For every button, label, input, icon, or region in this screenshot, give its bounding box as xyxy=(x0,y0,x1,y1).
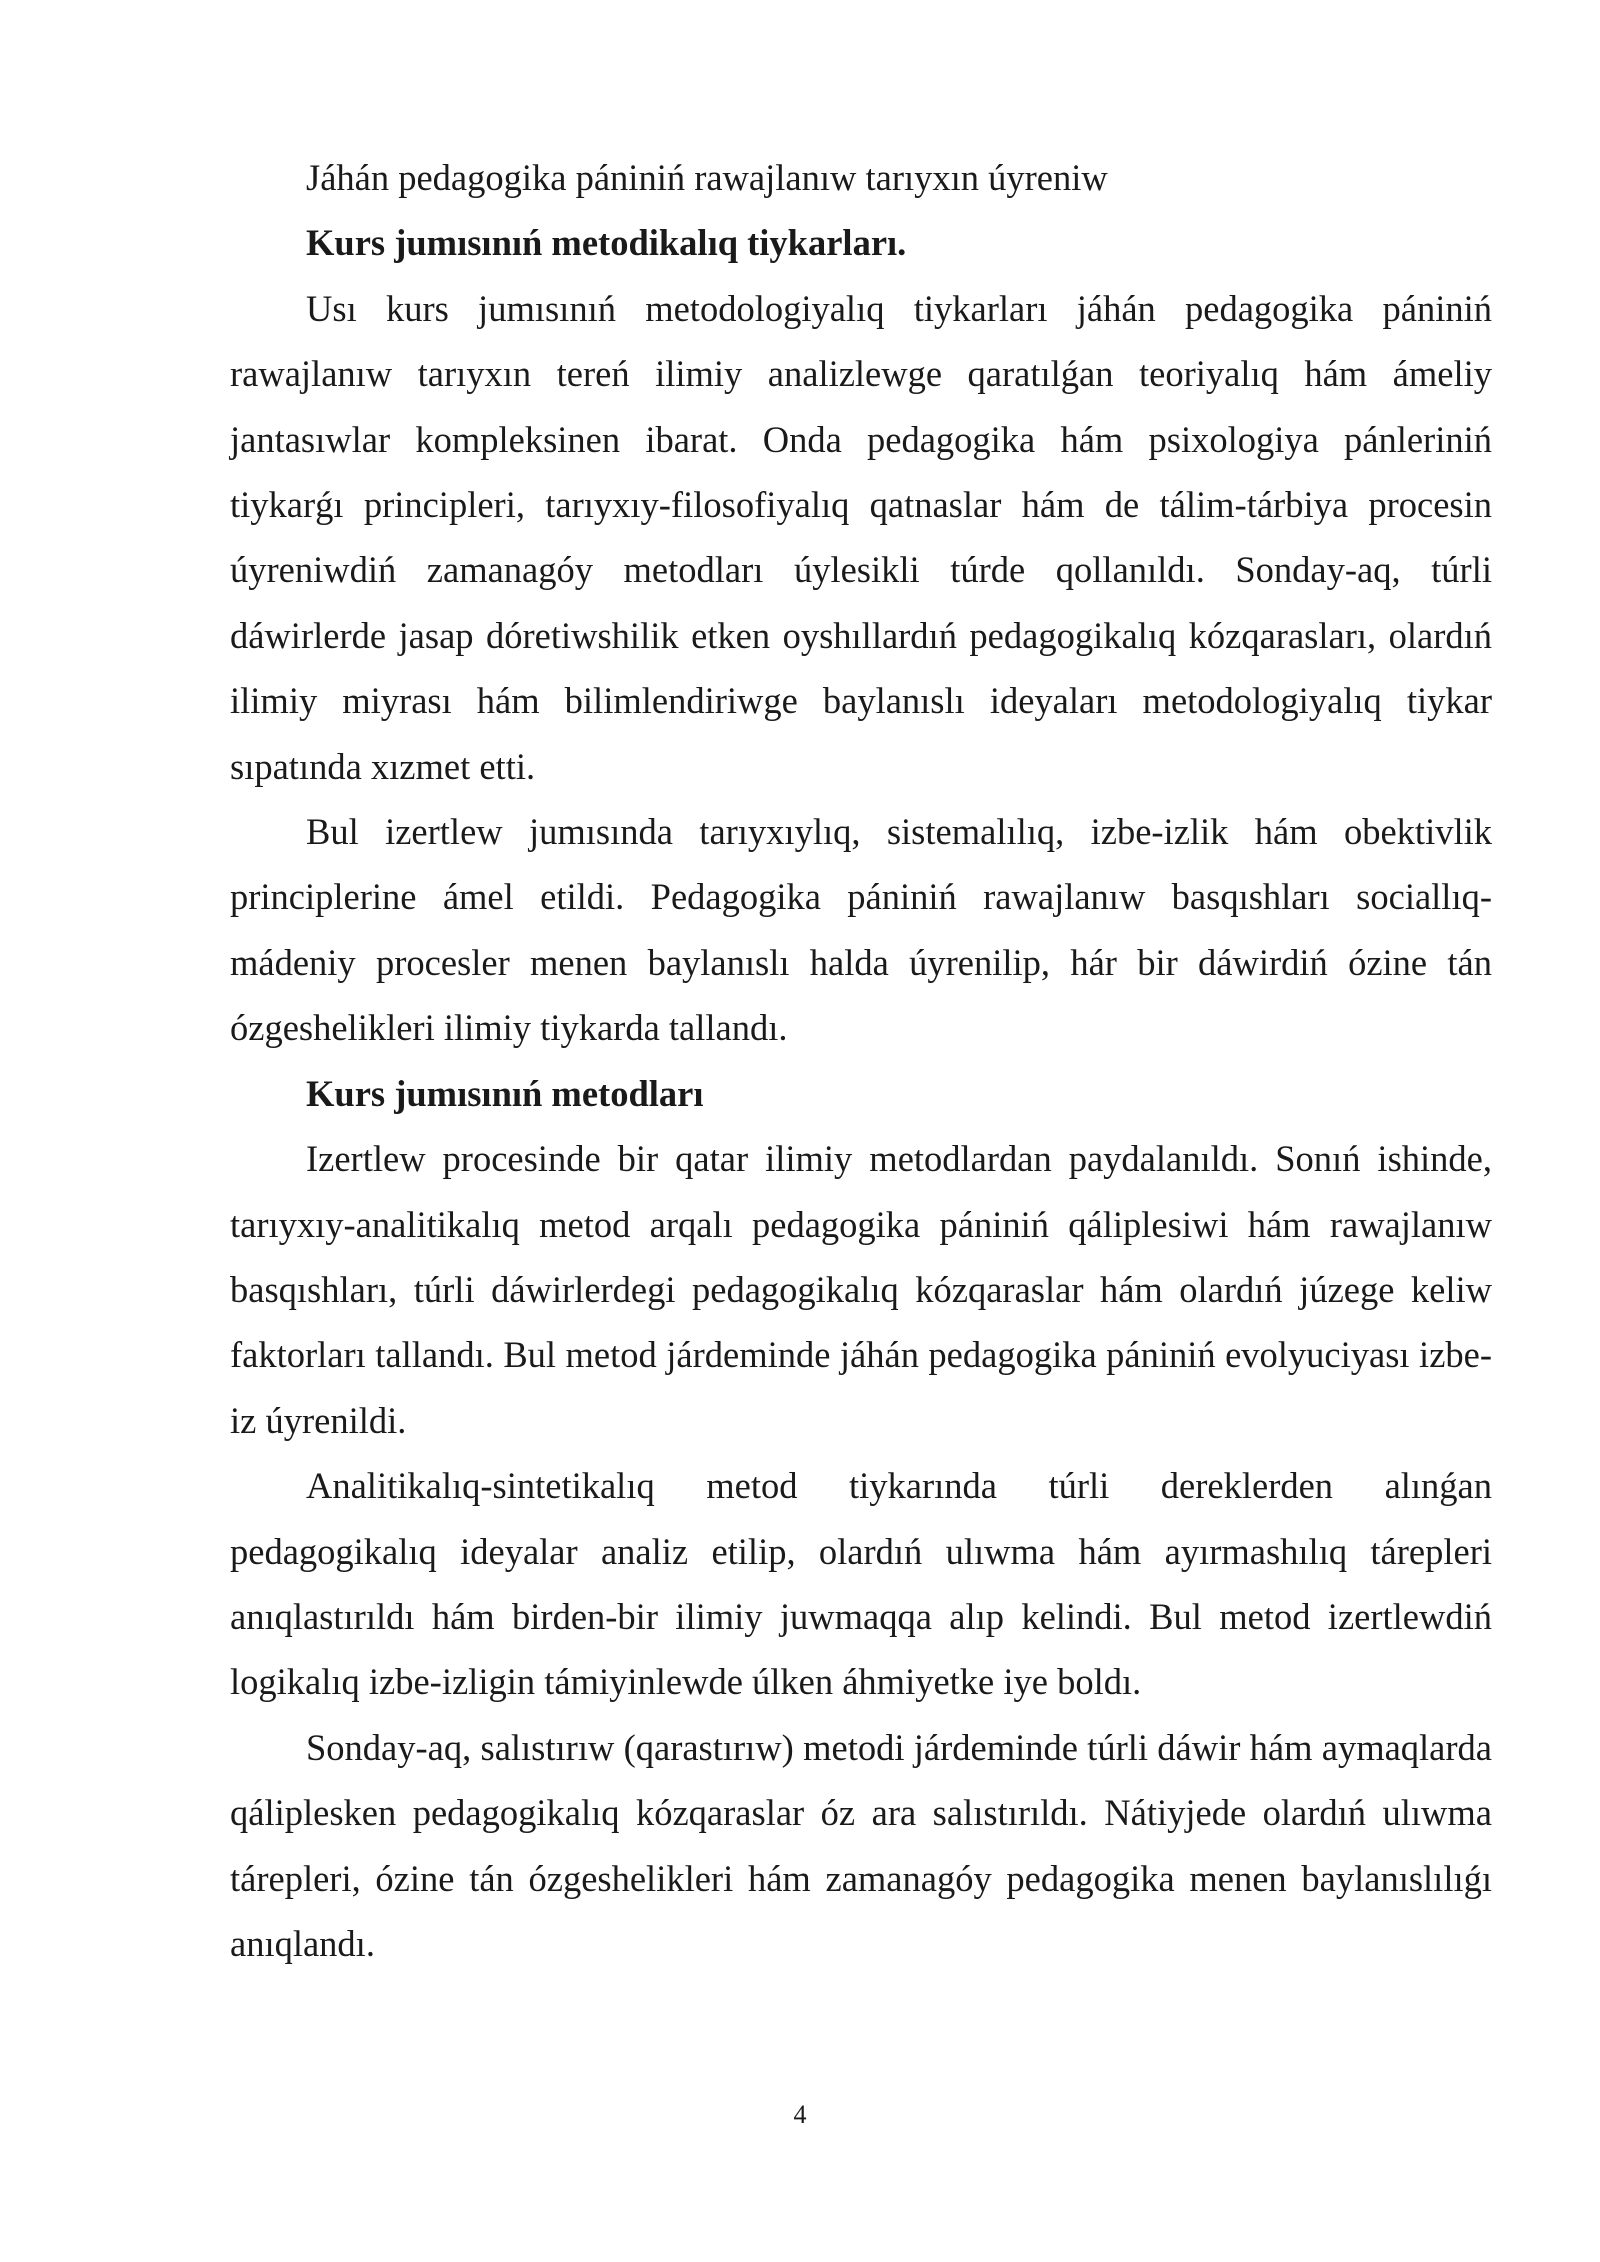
paragraph: Bul izertlew jumısında tarıyxıylıq, sistemalılıq, izbe-izlik hám obektivlik principlerine ámel etildi. Pedagogika pániniń rawajlanıw basqıshları sociallıq-mádeniy procesler menen baylanıslı halda úyrenilip, hár bir dáwirdiń ózine tán ózgeshelikleri ilimiy tiykarda tallandı. xyxy=(230,811,1492,1049)
section-heading-foundations: Kurs jumısınıń metodikalıq tiykarları. xyxy=(306,222,907,264)
section-heading-methods: Kurs jumısınıń metodları xyxy=(306,1072,704,1114)
paragraph: Sonday-aq, salıstırıw (qarastırıw) metodi járdeminde túrli dáwir hám aymaqlarda qáliplesken pedagogikalıq kózqaraslar óz ara salıstırıldı. Nátiyjede olardıń ulıwma tárepleri, ózine tán ózgeshelikleri hám zamanagóy pedagogika menen baylanıslılıǵı anıqlandı. xyxy=(230,1726,1492,1964)
document-page xyxy=(230,145,1492,1976)
page-number: 4 xyxy=(793,2100,807,2129)
topic-line: Jáhán pedagogika pániniń rawajlanıw tarıyxın úyreniw xyxy=(306,157,1108,198)
paragraph: Analitikalıq-sintetikalıq metod tiykarında túrli dereklerden alınǵan pedagogikalıq ideyalar analiz etilip, olardıń ulıwma hám ayırmashılıq tárepleri anıqlastırıldı hám birden-bir ilimiy juwmaqqa alıp kelindi. Bul metod izertlewdiń logikalıq izbe-izligin támiyinlewde úlken áhmiyetke iye boldı. xyxy=(230,1465,1492,1703)
paragraph: Izertlew procesinde bir qatar ilimiy metodlardan paydalanıldı. Sonıń ishinde, tarıyxıy-analitikalıq metod arqalı pedagogika pániniń qáliplesiwi hám rawajlanıw basqıshları, túrli dáwirlerdegi pedagogikalıq kózqaraslar hám olardıń júzege keliw faktorları tallandı. Bul metod járdeminde jáhán pedagogika pániniń evolyuciyası izbe-iz úyrenildi. xyxy=(230,1138,1492,1441)
paragraph: Usı kurs jumısınıń metodologiyalıq tiykarları jáhán pedagogika pániniń rawajlanıw tarıyxın tereń ilimiy analizlewge qaratılǵan teoriyalıq hám ámeliy jantasıwlar kompleksinen ibarat. Onda pedagogika hám psixologiya pánleriniń tiykarǵı principleri, tarıyxıy-filosofiyalıq qatnaslar hám de tálim-tárbiya procesin úyreniwdiń zamanagóy metodları úylesikli túrde qollanıldı. Sonday-aq, túrli dáwirlerde jasap dóretiwshilik etken oyshıllardıń pedagogikalıq kózqarasları, olardıń ilimiy miyrası hám bilimlendiriwge baylanıslı ideyaları metodologiyalıq tiykar sıpatında xızmet etti. xyxy=(230,287,1492,787)
